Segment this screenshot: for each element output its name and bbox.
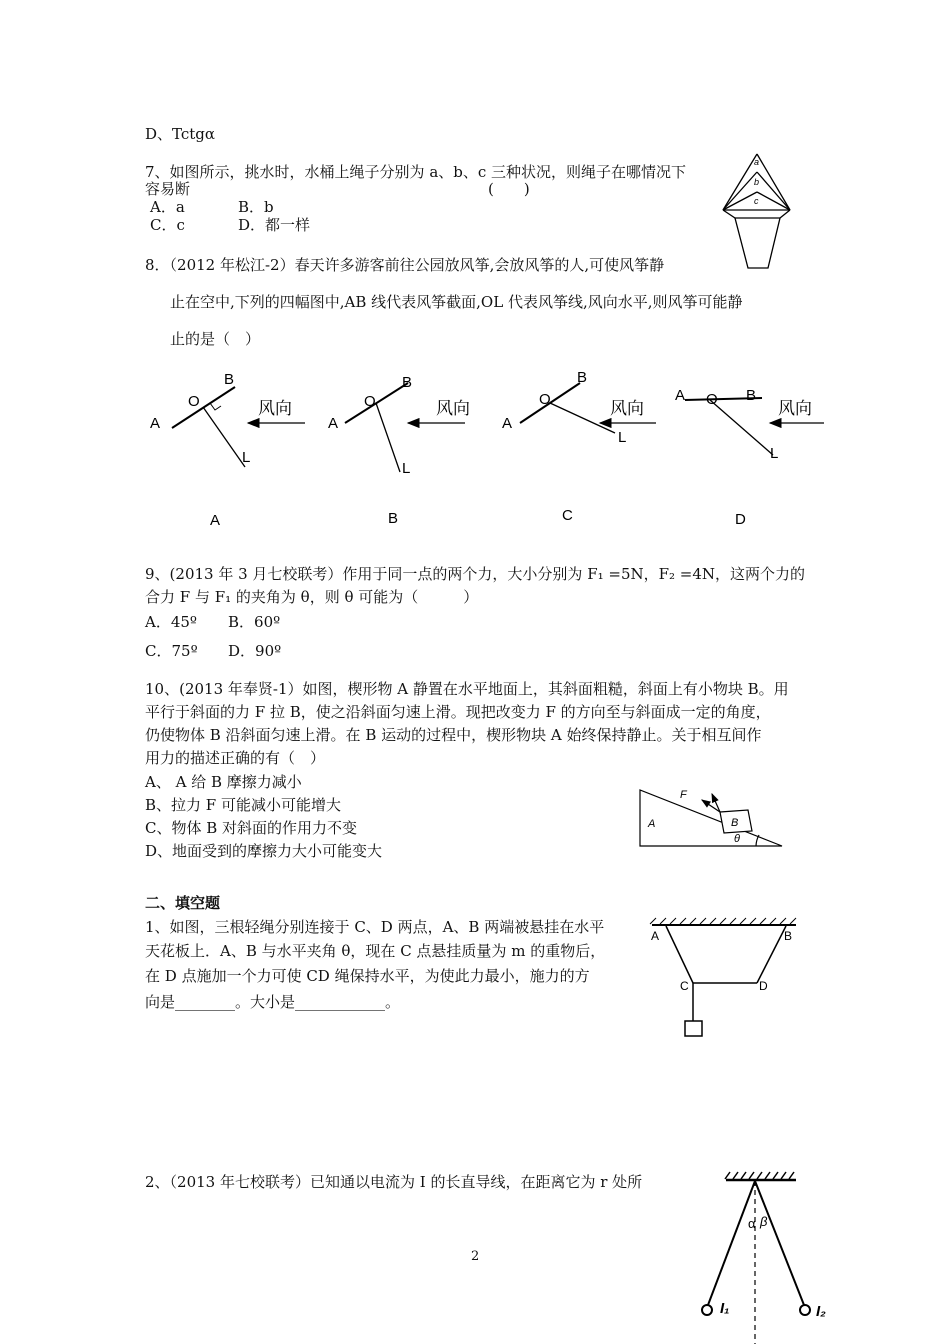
q8-figC-point-a: A (502, 415, 513, 432)
fill1-line1: 1、如图，三根轻绳分别连接于 C、D 两点，A、B 两端被悬挂在水平 (145, 918, 605, 936)
q7-option-c: C．c (150, 216, 185, 234)
q9-option-a: A．45º (145, 613, 197, 631)
fill2-fig-i1: I₁ (720, 1300, 730, 1317)
q9-option-b: B．60º (228, 613, 281, 631)
fill2-line1: 2、（2013 年七校联考）已知通以电流为 I 的长直导线，在距离它为 r 处所 (145, 1173, 643, 1191)
q10-fig-label-f: F (680, 789, 687, 801)
q10-line3: 仍使物体 B 沿斜面匀速上滑。在 B 运动的过程中，楔形物块 A 始终保持静止。关于相互间作 (145, 726, 762, 744)
q7-bucket-figure (720, 150, 800, 275)
q7-paren: ( ) (488, 180, 530, 198)
q10-fig-label-theta: θ (734, 833, 740, 845)
q8-line1: 8．（2012 年松江-2）春天许多游客前往公园放风筝,会放风筝的人,可使风筝静 (145, 256, 665, 274)
q8-figB-point-o: O (364, 393, 376, 410)
page-number: 2 (471, 1249, 480, 1264)
q8-figC-point-o: O (539, 391, 551, 408)
q8-figA-point-l: L (242, 449, 251, 466)
q8-figD-point-a: A (675, 387, 686, 404)
q8-figB-wind-label: 风向 (436, 399, 470, 418)
q10-option-c: C、物体 B 对斜面的作用力不变 (145, 819, 358, 837)
q8-figB-point-a: A (328, 415, 339, 432)
q10-line4: 用力的描述正确的有（ ） (145, 749, 326, 767)
q10-option-d: D、地面受到的摩擦力大小可能变大 (145, 842, 383, 860)
q8-line3: 止的是（ ） (170, 330, 261, 348)
fill1-rope-figure (650, 918, 800, 1040)
q8-kite-figures (140, 360, 840, 535)
q8-figD-point-l: L (770, 445, 779, 462)
q10-fig-label-a: A (648, 818, 656, 830)
q8-figD-wind-label: 风向 (778, 399, 812, 418)
q8-caption-d: D (735, 511, 746, 528)
q7-fig-label-a: a (754, 157, 760, 167)
q8-caption-b: B (388, 510, 399, 527)
fill1-line4: 向是________。大小是____________。 (145, 993, 401, 1011)
q8-line2: 止在空中,下列的四幅图中,AB 线代表风筝截面,OL 代表风筝线,风向水平,则风筝可能静 (170, 293, 743, 311)
q8-figB-point-l: L (402, 460, 411, 477)
q8-figA-point-o: O (188, 393, 200, 410)
fill2-wire-figure (700, 1170, 830, 1344)
q7-fig-label-c: c (754, 196, 759, 206)
q8-figD-point-b: B (746, 387, 757, 404)
q6-option-d: D、Tctgα (145, 125, 216, 143)
q10-option-b: B、拉力 F 可能减小可能增大 (145, 796, 341, 814)
q9-line2: 合力 F 与 F₁ 的夹角为 θ，则 θ 可能为（ ） (145, 588, 479, 606)
q7-fig-label-b: b (754, 177, 760, 187)
fill1-line2: 天花板上．A、B 与水平夹角 θ，现在 C 点悬挂质量为 m 的重物后， (145, 942, 606, 960)
q10-wedge-figure (638, 782, 788, 852)
q8-caption-c: C (562, 507, 573, 524)
q9-line1: 9、(2013 年 3 月七校联考）作用于同一点的两个力，大小分别为 F₁ =5N，F₂ =4N，这两个力的 (145, 565, 806, 583)
q10-line2: 平行于斜面的力 F 拉 B，使之沿斜面匀速上滑。现把改变力 F 的方向至与斜面成一定的角度， (145, 703, 771, 721)
q7-line1: 7、如图所示，挑水时，水桶上绳子分别为 a、b、c 三种状况，则绳子在哪情况下 (145, 163, 687, 181)
fill1-fig-label-c: C (680, 979, 689, 993)
section2-title: 二、填空题 (145, 894, 221, 912)
q8-figC-point-b: B (577, 369, 588, 386)
q8-figD-point-o: O (706, 391, 718, 408)
q8-figA-point-b: B (224, 371, 235, 388)
fill2-fig-beta: β (760, 1214, 768, 1229)
q8-figC-wind-label: 风向 (610, 399, 644, 418)
q8-figA-wind-label: 风向 (258, 399, 292, 418)
q8-figC-point-l: L (618, 429, 627, 446)
q7-line2: 容易断 (145, 180, 191, 198)
q8-figB-point-b: B (402, 374, 413, 391)
q10-fig-label-b: B (731, 817, 739, 829)
fill2-fig-i2: I₂ (816, 1303, 826, 1320)
fill1-fig-label-d: D (759, 979, 768, 993)
q7-option-d: D．都一样 (238, 216, 311, 234)
q7-option-b: B．b (238, 198, 274, 216)
q10-line1: 10、(2013 年奉贤-1）如图，楔形物 A 静置在水平地面上，其斜面粗糙，斜面上有小物块 B。用 (145, 680, 789, 698)
fill1-fig-label-a: A (651, 929, 660, 943)
fill1-line3: 在 D 点施加一个力可使 CD 绳保持水平，为使此力最小，施力的方 (145, 967, 590, 985)
fill1-fig-label-b: B (784, 929, 793, 943)
q7-option-a: A．a (150, 198, 185, 216)
q8-caption-a: A (210, 512, 221, 529)
q9-option-c: C．75º (145, 642, 198, 660)
fill2-fig-alpha: α (748, 1216, 756, 1231)
q8-figA-point-a: A (150, 415, 161, 432)
q10-option-a: A、 A 给 B 摩擦力减小 (145, 773, 302, 791)
q9-option-d: D．90º (228, 642, 282, 660)
